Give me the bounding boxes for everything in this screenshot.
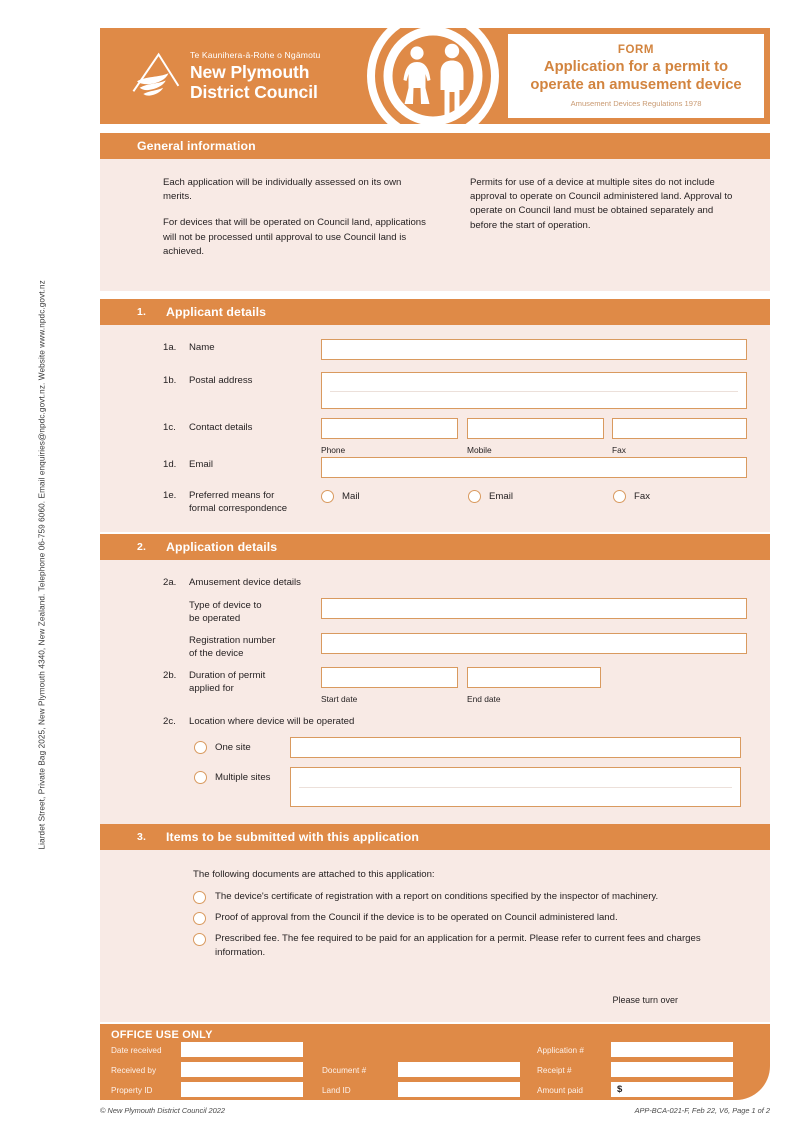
attachment-item-3[interactable] bbox=[193, 932, 749, 959]
gi-left-paragraph-1: Each application will be individually assessed on its own merits. bbox=[163, 177, 402, 203]
row-preferred-label-line2: formal correspondence bbox=[189, 502, 288, 514]
footer-copyright: © New Plymouth District Council 2022 bbox=[100, 1106, 225, 1115]
attachment-item-3-label: Prescribed fee. The fee required to be paid for an application for a permit. Please refer to current fees and charges information. bbox=[215, 933, 701, 958]
office-label-application-number: Application # bbox=[537, 1046, 584, 1055]
end-date-caption: End date bbox=[467, 694, 501, 704]
form-title-line2: operate an amusement device bbox=[530, 77, 742, 93]
section-1-heading: Applicant details bbox=[166, 305, 267, 319]
row-device-details bbox=[163, 577, 489, 590]
row-contact-details bbox=[163, 422, 319, 435]
preferred-option-mail[interactable] bbox=[321, 490, 360, 503]
office-input-received-by[interactable] bbox=[181, 1062, 303, 1077]
section-3-bar bbox=[100, 824, 770, 850]
amusement-emblem bbox=[358, 28, 508, 124]
brand-maori-name: Te Kaunihera-ā-Rohe o Ngāmotu bbox=[190, 49, 321, 60]
general-information-bar bbox=[100, 133, 770, 159]
postal-address-input[interactable] bbox=[321, 372, 747, 409]
radio-multiple-sites-icon[interactable] bbox=[194, 771, 207, 784]
radio-attachment-3-icon[interactable] bbox=[193, 933, 206, 946]
please-turn-over-note: Please turn over bbox=[612, 995, 678, 1005]
preferred-option-mail-label: Mail bbox=[342, 491, 360, 502]
office-label-receipt-number: Receipt # bbox=[537, 1066, 572, 1075]
row-postal-label: Postal address bbox=[189, 375, 253, 386]
office-input-document-number[interactable] bbox=[398, 1062, 520, 1077]
row-email-label: Email bbox=[189, 459, 213, 470]
row-postal-number: 1b. bbox=[163, 375, 177, 386]
row-name-label: Name bbox=[189, 342, 215, 353]
attachments-intro: The following documents are attached to this application: bbox=[193, 869, 435, 880]
email-input[interactable] bbox=[321, 457, 747, 478]
radio-attachment-2-icon[interactable] bbox=[193, 912, 206, 925]
preferred-option-fax-label: Fax bbox=[634, 491, 650, 502]
two-people-roundel-icon bbox=[358, 28, 508, 124]
row-location-number: 2c. bbox=[163, 716, 176, 727]
section-2-heading: Application details bbox=[166, 540, 278, 554]
form-kicker: FORM bbox=[617, 43, 655, 56]
row-email bbox=[163, 459, 319, 472]
row-contact-number: 1c. bbox=[163, 422, 176, 433]
mobile-input[interactable] bbox=[467, 418, 604, 439]
form-header bbox=[100, 28, 770, 124]
office-use-block bbox=[100, 1024, 770, 1100]
gi-left-paragraph-2: For devices that will be operated on Council land, applications will not be processed until approval to use Council land is achieved. bbox=[163, 217, 426, 257]
radio-mail-icon[interactable] bbox=[321, 490, 334, 503]
row-device-type bbox=[189, 600, 319, 626]
attachment-item-2[interactable] bbox=[193, 911, 763, 925]
row-duration-label bbox=[189, 670, 319, 696]
row-postal-address bbox=[163, 375, 319, 388]
office-input-date-received[interactable] bbox=[181, 1042, 303, 1057]
office-label-amount-paid: Amount paid bbox=[537, 1086, 583, 1095]
row-preferred-means bbox=[163, 490, 319, 516]
section-2-number: 2. bbox=[137, 541, 146, 553]
section-3-heading: Items to be submitted with this application bbox=[166, 830, 419, 844]
row-registration-label bbox=[189, 635, 319, 661]
brand-name-line1: New Plymouth bbox=[190, 61, 310, 82]
mountain-wave-logo-icon bbox=[128, 49, 182, 103]
row-device-type-label bbox=[189, 600, 319, 626]
row-preferred-label-line1: Preferred means for bbox=[189, 490, 275, 501]
mobile-caption: Mobile bbox=[467, 445, 492, 455]
row-duration-label-line2: applied for bbox=[189, 682, 234, 694]
row-registration-label-line1: Registration number bbox=[189, 635, 276, 646]
preferred-option-email-label: Email bbox=[489, 491, 513, 502]
location-option-multiple-sites[interactable] bbox=[194, 771, 270, 784]
multiple-sites-input[interactable] bbox=[290, 767, 741, 807]
section-3-number: 3. bbox=[137, 831, 146, 843]
office-input-receipt-number[interactable] bbox=[611, 1062, 733, 1077]
gi-right-paragraph-1: Permits for use of a device at multiple sites do not include approval to operate on Council administered land. Approval to operate on Council land must be obtained separately and before the start of operation. bbox=[470, 177, 733, 231]
row-duration-number: 2b. bbox=[163, 670, 177, 681]
general-information-left-column bbox=[163, 176, 428, 259]
row-name bbox=[163, 342, 319, 355]
phone-caption: Phone bbox=[321, 445, 346, 455]
office-input-property-id[interactable] bbox=[181, 1082, 303, 1097]
office-label-land-id: Land ID bbox=[322, 1086, 351, 1095]
general-information-right-column bbox=[470, 176, 735, 259]
general-information-columns bbox=[163, 176, 753, 259]
row-location-label: Location where device will be operated bbox=[189, 716, 355, 727]
radio-fax-icon[interactable] bbox=[613, 490, 626, 503]
row-registration-label-line2: of the device bbox=[189, 647, 244, 659]
office-input-land-id[interactable] bbox=[398, 1082, 520, 1097]
brand-name-line2: District Council bbox=[190, 82, 318, 102]
form-title-box bbox=[508, 34, 764, 118]
council-brand bbox=[100, 28, 358, 124]
row-device-type-label-line2: be operated bbox=[189, 612, 241, 624]
location-option-multiple-sites-label: Multiple sites bbox=[215, 772, 271, 783]
row-device-label: Amusement device details bbox=[189, 577, 301, 588]
row-duration-label-line1: Duration of permit bbox=[189, 670, 266, 681]
row-location bbox=[163, 716, 529, 729]
row-preferred-number: 1e. bbox=[163, 490, 177, 501]
section-1-bar bbox=[100, 299, 770, 325]
row-device-type-label-line1: Type of device to bbox=[189, 600, 262, 611]
attachment-item-1[interactable] bbox=[193, 890, 763, 904]
phone-input[interactable] bbox=[321, 418, 458, 439]
office-label-date-received: Date received bbox=[111, 1046, 162, 1055]
brand-wordmark bbox=[190, 50, 320, 102]
row-registration-number bbox=[189, 635, 319, 661]
office-label-property-id: Property ID bbox=[111, 1086, 153, 1095]
radio-one-site-icon[interactable] bbox=[194, 741, 207, 754]
row-email-number: 1d. bbox=[163, 459, 177, 470]
row-duration bbox=[163, 670, 319, 696]
name-input[interactable] bbox=[321, 339, 747, 360]
end-date-input[interactable] bbox=[467, 667, 601, 688]
start-date-input[interactable] bbox=[321, 667, 458, 688]
start-date-caption: Start date bbox=[321, 694, 358, 704]
row-preferred-label bbox=[189, 490, 319, 516]
office-label-received-by: Received by bbox=[111, 1066, 157, 1075]
general-information-heading: General information bbox=[137, 139, 256, 153]
preferred-option-fax[interactable] bbox=[613, 490, 650, 503]
section-1-number: 1. bbox=[137, 306, 146, 318]
row-name-number: 1a. bbox=[163, 342, 177, 353]
attachment-item-2-label: Proof of approval from the Council if the device is to be operated on Council administered land. bbox=[215, 912, 618, 923]
office-input-application-number[interactable] bbox=[611, 1042, 733, 1057]
attachment-item-1-label: The device's certificate of registration with a report on conditions specified by the inspector of machinery. bbox=[215, 891, 659, 902]
vertical-contact-text: Liardet Street, Private Bag 2025, New Plymouth 4340, New Zealand. Telephone 06-759 6060. Email enquiries@npdc.govt.nz. Website www.npdc.govt.nz bbox=[37, 280, 47, 850]
radio-email-icon[interactable] bbox=[468, 490, 481, 503]
location-option-one-site-label: One site bbox=[215, 742, 251, 753]
radio-attachment-1-icon[interactable] bbox=[193, 891, 206, 904]
section-2-bar bbox=[100, 534, 770, 560]
currency-symbol: $ bbox=[617, 1084, 623, 1095]
fax-input[interactable] bbox=[612, 418, 747, 439]
preferred-option-email[interactable] bbox=[468, 490, 513, 503]
fax-caption: Fax bbox=[612, 445, 626, 455]
form-subtitle: Amusement Devices Regulations 1978 bbox=[570, 99, 702, 109]
row-device-number: 2a. bbox=[163, 577, 177, 588]
office-input-amount-paid[interactable] bbox=[611, 1082, 733, 1097]
office-use-title: OFFICE USE ONLY bbox=[111, 1029, 213, 1041]
device-type-input[interactable] bbox=[321, 598, 747, 619]
form-title-line1: Application for a permit to bbox=[543, 58, 729, 75]
row-contact-label: Contact details bbox=[189, 422, 253, 433]
office-label-document-number: Document # bbox=[322, 1066, 367, 1075]
footer-reference: APP-BCA-021-F, Feb 22, V6, Page 1 of 2 bbox=[634, 1106, 770, 1115]
location-option-one-site[interactable] bbox=[194, 741, 251, 754]
registration-number-input[interactable] bbox=[321, 633, 747, 654]
one-site-input[interactable] bbox=[290, 737, 741, 758]
